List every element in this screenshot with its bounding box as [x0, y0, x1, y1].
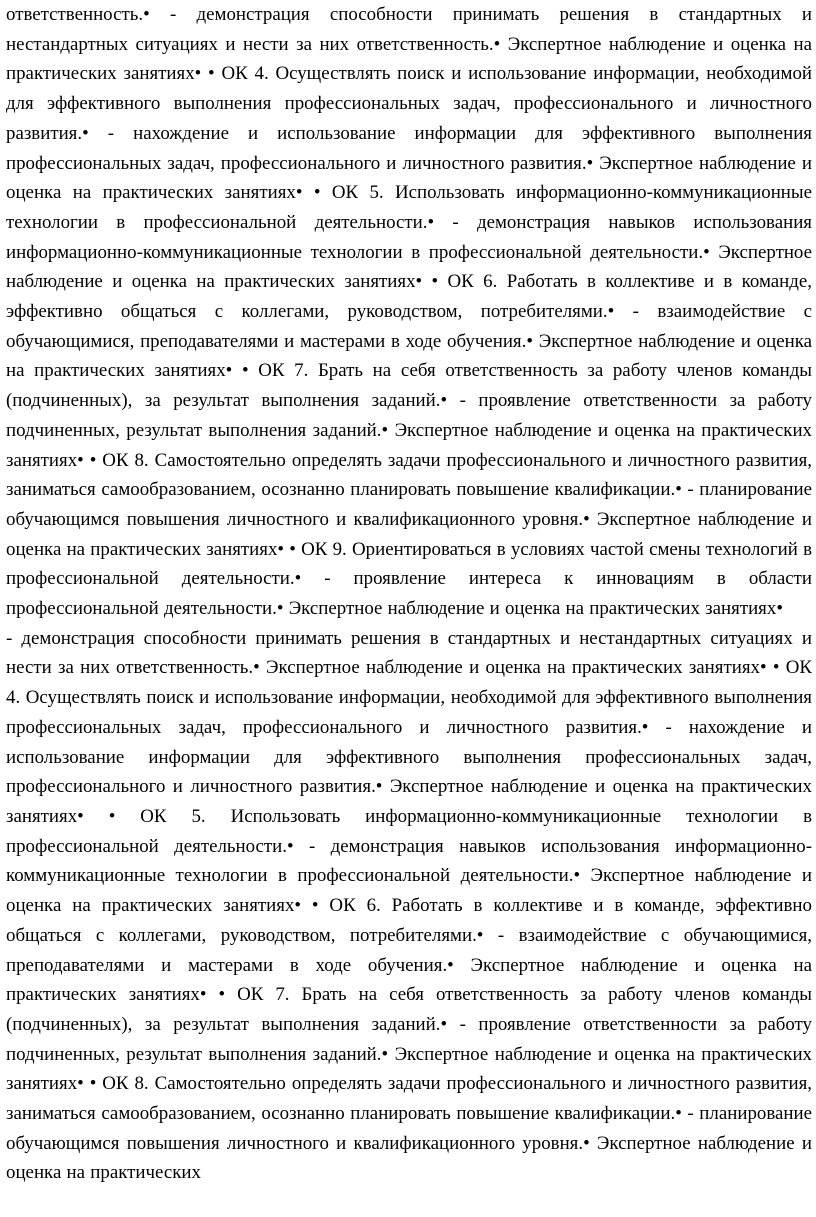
- text-segment-1: ответственность.• - демонстрация способности принимать решения в стандартных и нестандартных ситуациях и нести за них ответственность.• Экспертное наблюдение и оценка на практических занятиях• • ОК 4. Осуществлять поиск и использование информации, необходимой для эффективного выполнения профессиональных задач, профессионального и личностного развития.• - нахождение и использование информации для эффективного выполнения профессиональных задач, профессионального и личностного развития.• Экспертное наблюдение и оценка на практических занятиях• • ОК 5. Использовать информационно-коммуникационные технологии в профессиональной деятельности.• - демонстрация навыков использования информационно-коммуникационные технологии в профессиональной деятельности.• Экспертное наблюдение и оценка на практических занятиях• • ОК 6. Работать в коллективе и в команде, эффективно общаться с коллегами, руководством, потребителями.• - взаимодействие с обучающимися, преподавателями и мастерами в ходе обучения.• Экспертное наблюдение и оценка на практических занятиях• • ОК 7. Брать на себя ответственность за работу членов команды (подчиненных), за результат выполнения заданий.• - проявление ответственности за работу подчиненных, результат выполнения заданий.• Экспертное наблюдение и оценка на практических занятиях• • ОК 8. Самостоятельно определять задачи профессионального и личностного развития, заниматься самообразованием, осознанно планировать повышение квалификации.• - планирование обучающимся повышения личностного и квалификационного уровня.• Экспертное наблюдение и оценка на практических занятиях• • ОК 9. Ориентироваться в условиях частой смены технологий в профессиональной деятельности.• - проявление интереса к инновациям в области профессиональной деятельности.• Экспертное наблюдение и оценка на практических занятиях•: [6, 4, 812, 620]
- body-text: [6, 0, 812, 1188]
- text-segment-2: - демонстрация способности принимать решения в стандартных и нестандартных ситуациях и нести за них ответственность.• Экспертное наблюдение и оценка на практических занятиях• • ОК 4. Осуществлять поиск и использование информации, необходимой для эффективного выполнения профессиональных задач, профессионального и личностного развития.• - нахождение и использование информации для эффективного выполнения профессиональных задач, профессионального и личностного развития.• Экспертное наблюдение и оценка на практических занятиях• • ОК 5. Использовать информационно-коммуникационные технологии в профессиональной деятельности.• - демонстрация навыков использования информационно-коммуникационные технологии в профессиональной деятельности.• Экспертное наблюдение и оценка на практических занятиях• • ОК 6. Работать в коллективе и в команде, эффективно общаться с коллегами, руководством, потребителями.• - взаимодействие с обучающимися, преподавателями и мастерами в ходе обучения.• Экспертное наблюдение и оценка на практических занятиях• • ОК 7. Брать на себя ответственность за работу членов команды (подчиненных), за результат выполнения заданий.• - проявление ответственности за работу подчиненных, результат выполнения заданий.• Экспертное наблюдение и оценка на практических занятиях• • ОК 8. Самостоятельно определять задачи профессионального и личностного развития, заниматься самообразованием, осознанно планировать повышение квалификации.• - планирование обучающимся повышения личностного и квалификационного уровня.• Экспертное наблюдение и оценка на практических: [6, 627, 812, 1184]
